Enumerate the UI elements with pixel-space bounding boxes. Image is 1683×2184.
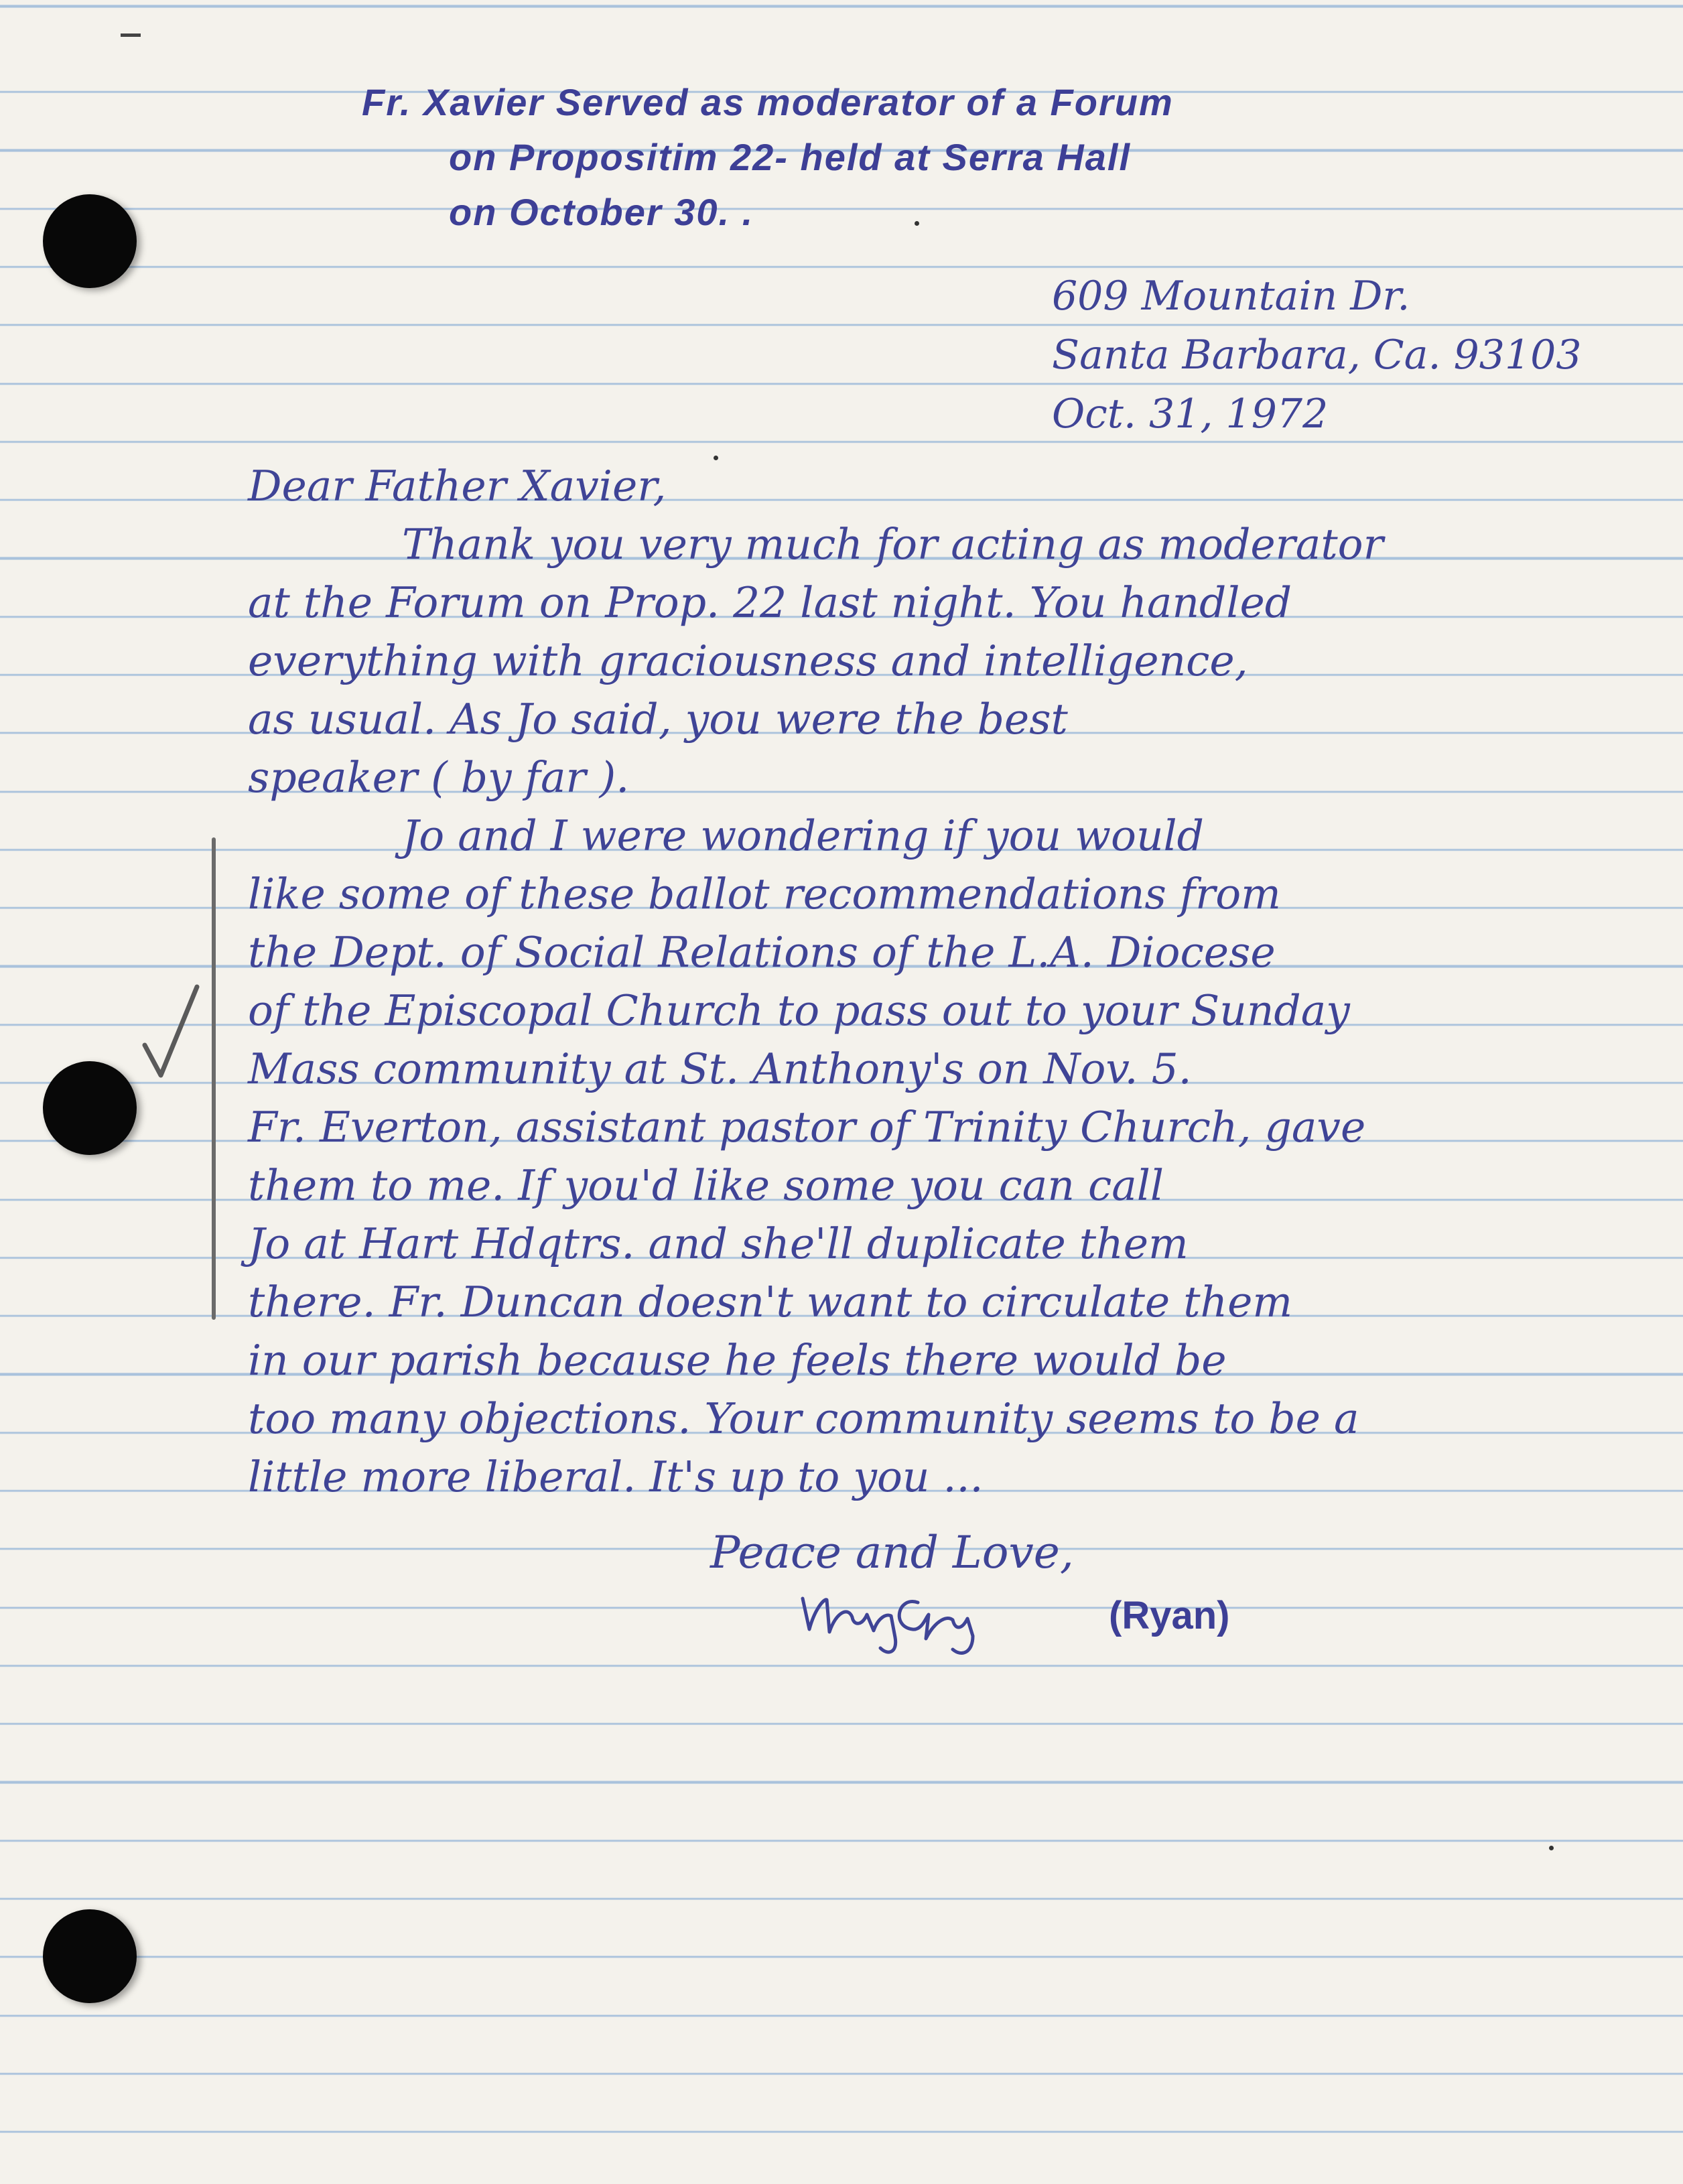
ink-speck: [1549, 1846, 1554, 1850]
margin-bracket-line: [212, 837, 216, 1320]
closing: Peace and Love,: [710, 1527, 1074, 1578]
body-line: the Dept. of Social Relations of the L.A. Diocese: [248, 928, 1276, 977]
signature: [797, 1582, 1065, 1663]
body-line: Thank you very much for acting as moderator: [402, 520, 1384, 569]
body-line: Fr. Everton, assistant pastor of Trinity Church, gave: [248, 1103, 1366, 1152]
checkmark-icon: [141, 981, 201, 1082]
address-city: Santa Barbara, Ca. 93103: [1052, 332, 1582, 379]
return-address: [1052, 267, 1582, 443]
header-note-line: on Propositim 22- held at Serra Hall: [449, 136, 1132, 178]
salutation: Dear Father Xavier,: [248, 462, 667, 510]
punch-hole-bottom: [43, 1909, 137, 2003]
body-line: Jo and I were wondering if you would: [402, 811, 1204, 860]
header-note-line: Fr. Xavier Served as moderator of a Forum: [362, 81, 1174, 123]
header-note: [362, 75, 1174, 240]
punch-hole-middle: [43, 1061, 137, 1155]
body-line: there. Fr. Duncan doesn't want to circulate them: [248, 1278, 1293, 1326]
body-line: them to me. If you'd like some you can call: [248, 1161, 1164, 1210]
body-line: of the Episcopal Church to pass out to your Sunday: [248, 986, 1350, 1035]
signature-addition: (Ryan): [1109, 1594, 1230, 1637]
punch-hole-top: [43, 194, 137, 288]
ink-mark: [121, 33, 141, 37]
body-line: at the Forum on Prop. 22 last night. You handled: [248, 578, 1292, 627]
body-line: like some of these ballot recommendations from: [248, 870, 1281, 918]
body-line: Jo at Hart Hdqtrs. and she'll duplicate them: [248, 1219, 1189, 1268]
letter-body: [248, 457, 1384, 1506]
address-street: 609 Mountain Dr.: [1052, 273, 1410, 320]
body-line: little more liberal. It's up to you ...: [248, 1452, 984, 1501]
body-line: Mass community at St. Anthony's on Nov. 5.: [248, 1044, 1192, 1093]
body-line: as usual. As Jo said, you were the best: [248, 695, 1068, 744]
header-note-line: on October 30. .: [449, 191, 754, 233]
body-line: everything with graciousness and intelligence,: [248, 636, 1248, 685]
body-line: in our parish because he feels there would be: [248, 1336, 1227, 1385]
letter-date: Oct. 31, 1972: [1052, 391, 1329, 437]
body-line: speaker ( by far ).: [248, 753, 630, 802]
body-line: too many objections. Your community seems to be a: [248, 1394, 1359, 1443]
